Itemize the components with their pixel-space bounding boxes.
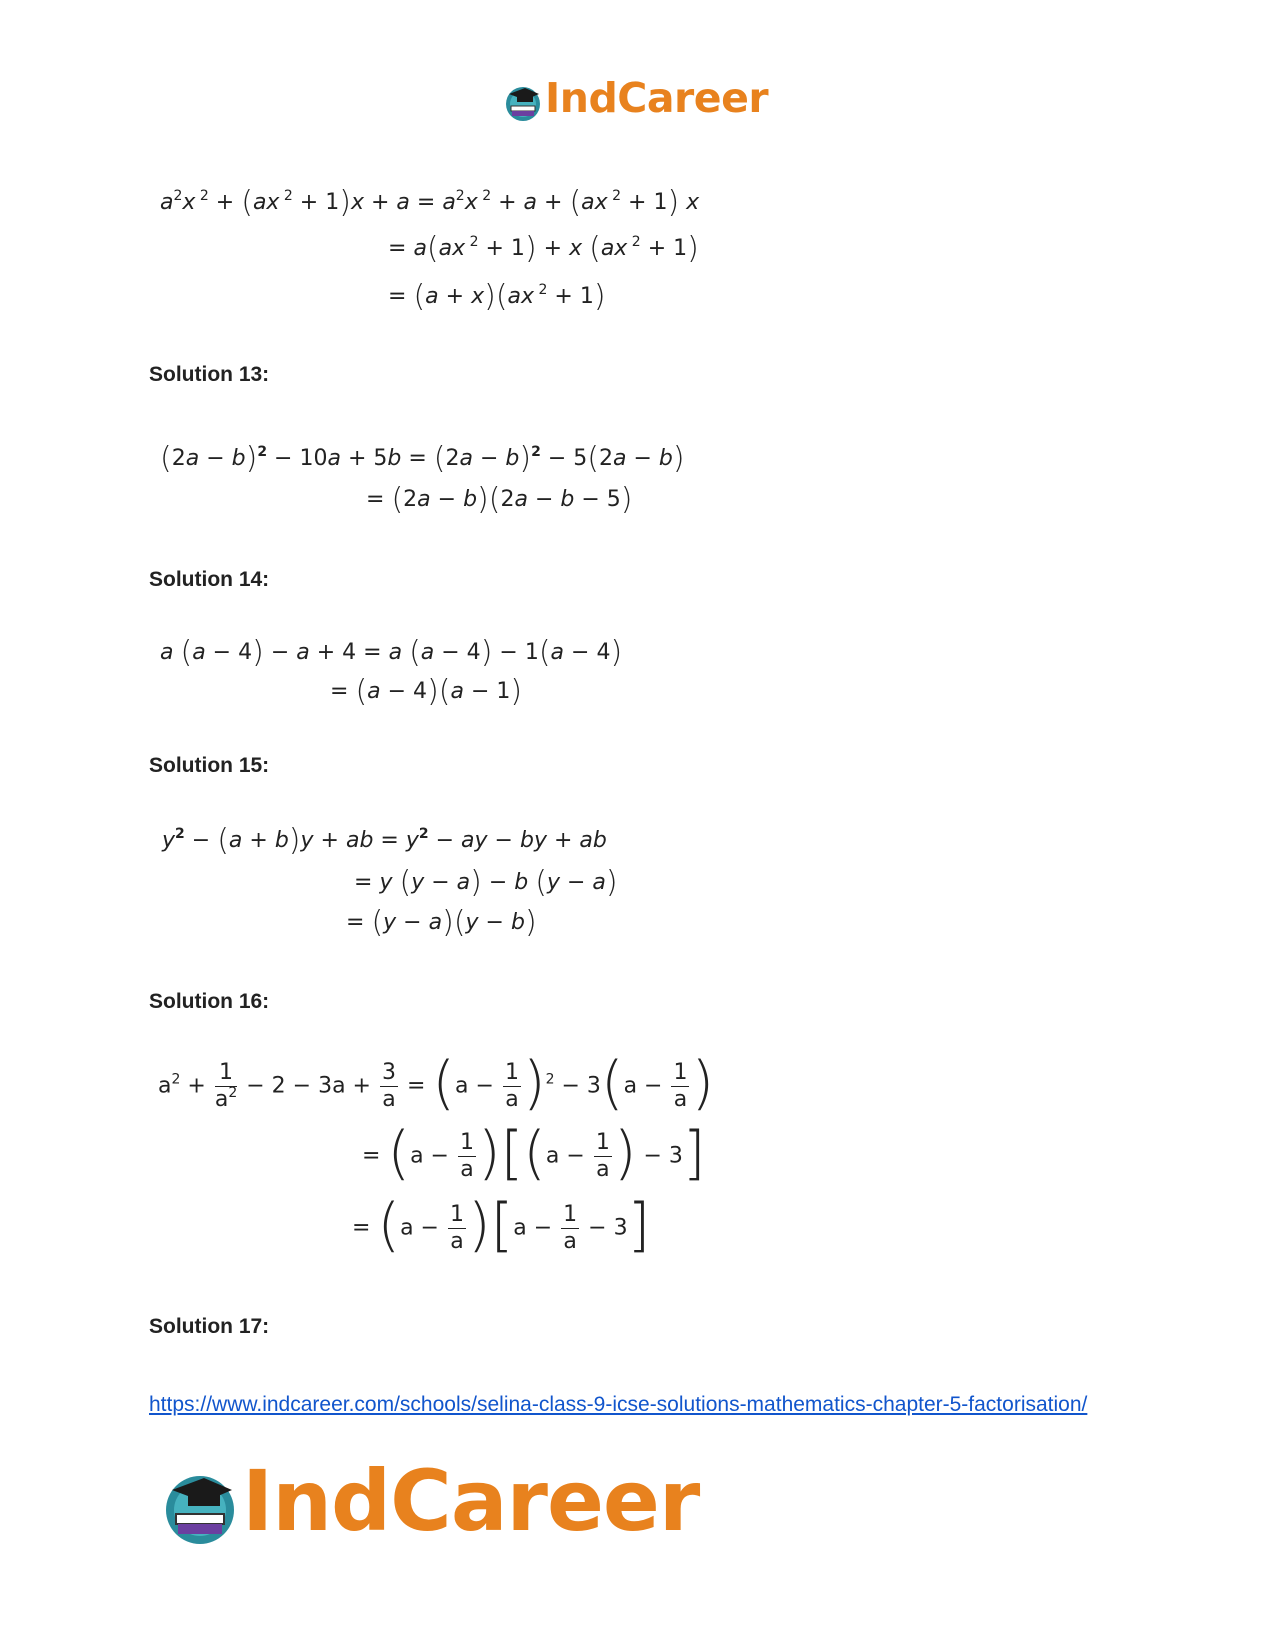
solution-12-line-2: = a(ax $^2$ + 1) + x (ax $^2$ + 1) [388, 231, 699, 266]
solution-15-line-1: $y^2 - (a + b)y$ + ab = $y^2$ − ay − by + ab [162, 823, 607, 858]
solution-12-line-3: = (a + x)(ax $^2$ + 1) [388, 279, 606, 314]
solution-14-line-1: a (a − 4) − a + 4 = a (a − 4) − 1(a − 4) [160, 635, 623, 670]
graduation-cap-books-icon [503, 82, 543, 122]
solution-13-line-1: $(2a - b)^2 - 10a + 5b = (2a - b)^2 - 5(2a - b)$ [160, 441, 685, 476]
header-logo [503, 74, 783, 128]
footer-logo [160, 1452, 700, 1560]
solution-16-heading: Solution 16: [149, 990, 270, 1013]
source-link[interactable]: https://www.indcareer.com/schools/selina-class-9-icse-solutions-mathematics-chapter-5-factorisation/ [149, 1393, 1088, 1416]
solution-17-heading: Solution 17: [149, 1315, 270, 1338]
solution-13-line-2: = (2a − b)(2a − b − 5) [366, 482, 633, 517]
solution-15-heading: Solution 15: [149, 754, 270, 777]
solution-13-heading: Solution 13: [149, 363, 270, 386]
solution-16-line-3: = (a − $\frac{1}{a}$ )[a − $\frac{1}{a}$ − 3] [352, 1190, 651, 1259]
solution-14-heading: Solution 14: [149, 568, 270, 591]
solution-16-line-2: = (a − $\frac{1}{a}$ )[(a − $\frac{1}{a}$ ) − 3] [362, 1118, 706, 1187]
solution-16-line-1: $a^2$ + $\frac{1}{a^2}$ − 2 − 3a + $\frac{3}{a}$ = (a − $\frac{1}{a}$ )$^2$ − 3(a − $\frac{1}{a}$ ) [158, 1048, 715, 1117]
solution-12-line-1: $a^2x$ $^2$ + (ax $^2 + 1)x + a = a^2x$ $^2$ + a + (ax $^2$ + 1) x [160, 185, 700, 220]
solution-15-line-2: = y (y − a) − b (y − a) [354, 865, 618, 900]
graduation-cap-books-icon [160, 1466, 240, 1546]
solution-14-line-2: = (a − 4)(a − 1) [330, 674, 523, 709]
logo-text: IndCareer [545, 74, 769, 122]
logo-text: IndCareer [242, 1452, 700, 1550]
solution-15-line-3: = (y − a)(y − b) [346, 905, 537, 940]
